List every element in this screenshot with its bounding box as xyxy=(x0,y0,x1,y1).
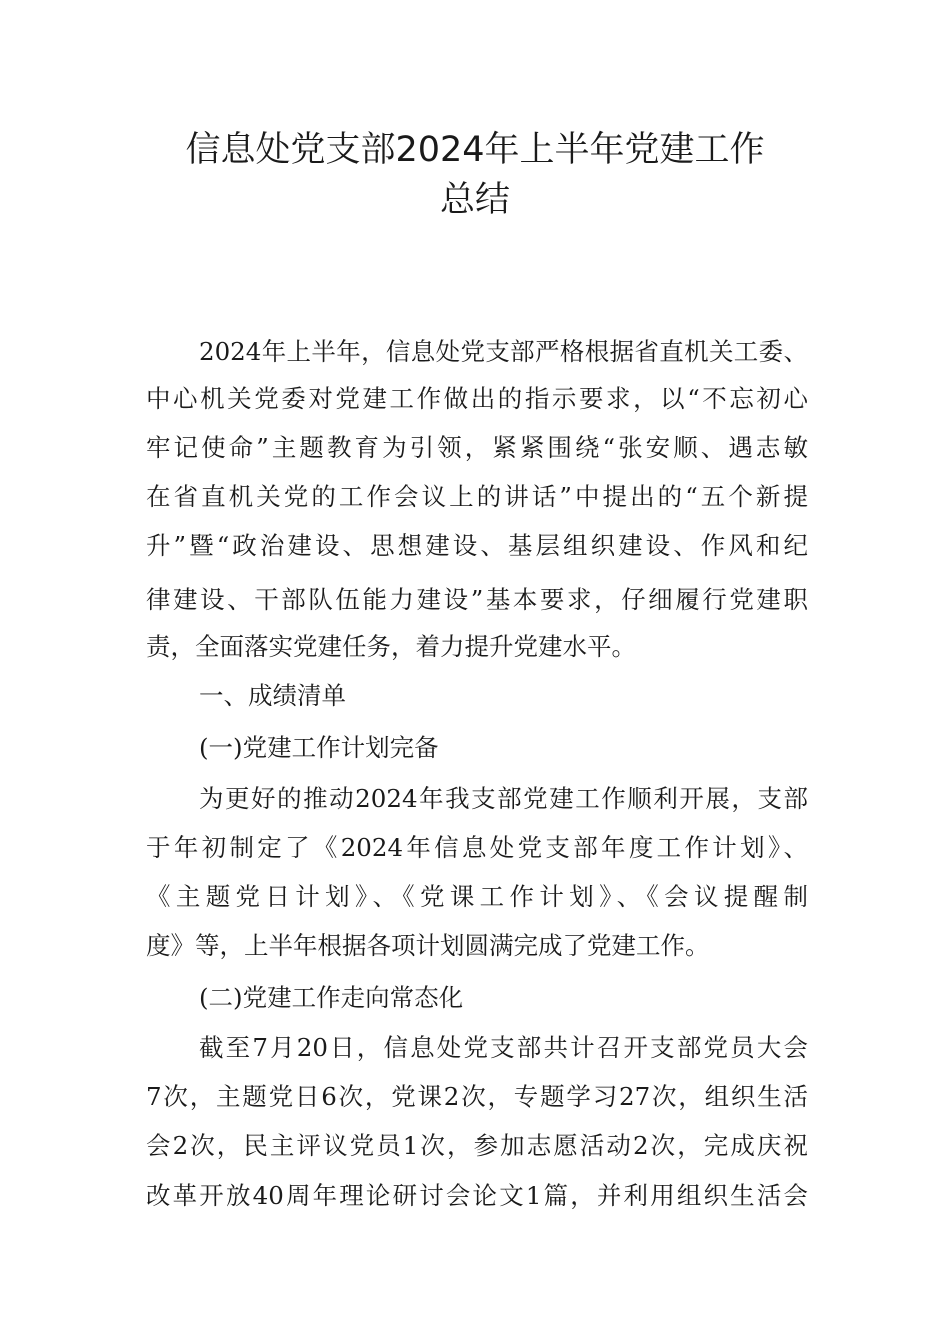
paragraph-line: 律建设、干部队伍能力建设”基本要求，仔细履行党建职 xyxy=(146,585,808,614)
paragraph-line: 中心机关党委对党建工作做出的指示要求，以“不忘初心 xyxy=(146,384,808,413)
paragraph-line: 责，全面落实党建任务，着力提升党建水平。 xyxy=(146,632,636,661)
paragraph-line: 会2次，民主评议党员1次，参加志愿活动2次，完成庆祝 xyxy=(146,1131,808,1160)
paragraph-line: 《主题党日计划》、《党课工作计划》、《会议提醒制 xyxy=(146,882,808,911)
section-heading: 一、成绩清单 xyxy=(199,681,346,710)
paragraph-line: 2024年上半年，信息处党支部严格根据省直机关工委、 xyxy=(199,337,808,366)
paragraph-line: 7次，主题党日6次，党课2次，专题学习27次，组织生活 xyxy=(146,1082,808,1111)
paragraph-line: 牢记使命”主题教育为引领，紧紧围绕“张安顺、遇志敏 xyxy=(146,433,808,462)
paragraph-line: 改革开放40周年理论研讨会论文1篇，并利用组织生活会 xyxy=(146,1181,808,1210)
paragraph-line: 为更好的推动2024年我支部党建工作顺利开展，支部 xyxy=(199,784,808,813)
paragraph-line: 升”暨“政治建设、思想建设、基层组织建设、作风和纪 xyxy=(146,531,808,560)
subsection-heading: (一)党建工作计划完备 xyxy=(199,733,439,762)
document-title-line-1: 信息处党支部2024年上半年党建工作 xyxy=(185,130,765,170)
paragraph-line: 在省直机关党的工作会议上的讲话”中提出的“五个新提 xyxy=(146,482,808,511)
paragraph-line: 截至7月20日，信息处党支部共计召开支部党员大会 xyxy=(199,1033,808,1062)
document-title-line-2: 总结 xyxy=(439,180,510,220)
subsection-heading: (二)党建工作走向常态化 xyxy=(199,983,464,1012)
paragraph-line: 于年初制定了《2024年信息处党支部年度工作计划》、 xyxy=(146,833,808,862)
paragraph-line: 度》等，上半年根据各项计划圆满完成了党建工作。 xyxy=(146,931,710,960)
